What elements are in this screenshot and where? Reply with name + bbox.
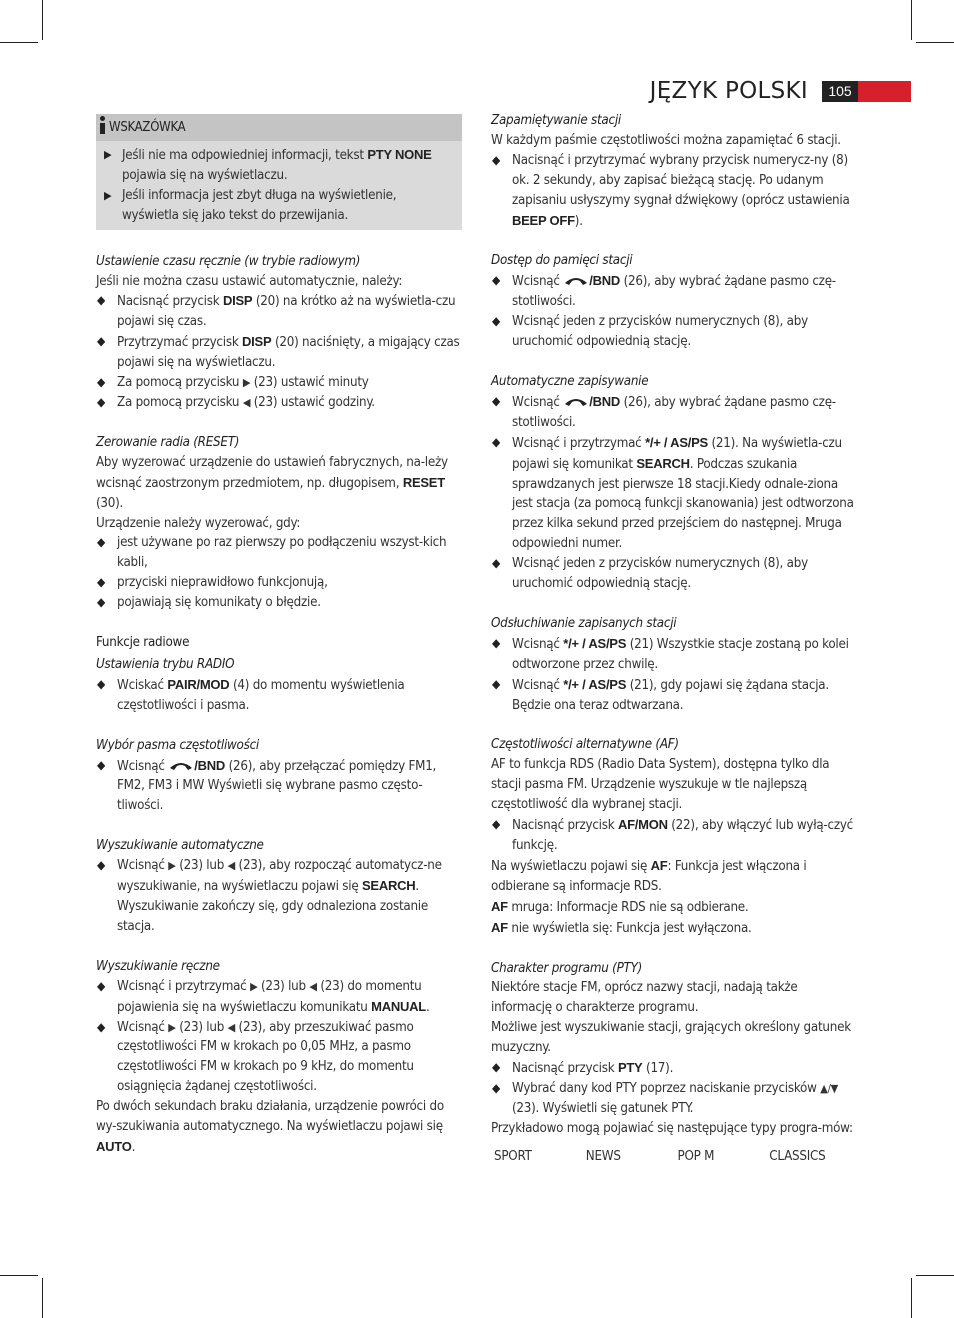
bullet-list xyxy=(96,977,462,1097)
play-right-icon: ▶ xyxy=(250,979,258,993)
play-left-icon: ◀ xyxy=(227,859,235,873)
crop-mark xyxy=(0,1275,38,1276)
phone-hangup-icon xyxy=(563,395,589,408)
list-item: ◆ Nacisnąć przycisk PTY (17). xyxy=(491,1058,861,1079)
bullet-list xyxy=(96,533,462,613)
paragraph: Po dwóch sekundach braku działania, urządzenie powróci do wy-szukiwania automatycznego. Na wyświetlaczu pojawi się AUTO. xyxy=(96,1099,444,1155)
section-heading: Ustawienie czasu ręcznie (w trybie radiowym) xyxy=(96,253,361,269)
phone-hangup-icon xyxy=(168,759,194,772)
bullet-list xyxy=(96,756,462,817)
play-left-icon: ◀ xyxy=(309,979,317,993)
paragraph: Przykładowo mogą pojawiać się następujące typy progra-mów: xyxy=(491,1120,853,1136)
list-item: ◆ Nacisnąć i przytrzymać wybrany przycisk numerycz-ny (8) ok. 2 sekundy, aby zapisać bieżącą stację. Po udanym zapisaniu usłyszymy sygnał dźwiękowy (oprócz ustawienia BEEP OFF). xyxy=(491,151,861,232)
crop-mark xyxy=(42,0,43,40)
crop-mark xyxy=(916,1275,954,1276)
play-left-icon: ◀ xyxy=(227,1020,235,1034)
crop-mark xyxy=(42,1278,43,1318)
crop-mark xyxy=(916,42,954,43)
bullet-list xyxy=(491,815,861,856)
bullet-list xyxy=(96,675,462,716)
genre-item: CLASSICS xyxy=(769,1148,826,1164)
section-heading: Dostęp do pamięci stacji xyxy=(491,253,633,269)
note-box xyxy=(96,114,462,230)
bullet-list xyxy=(96,856,462,937)
section-heading: Wybór pasma częstotliwości xyxy=(96,737,260,753)
up-down-arrows-icon: ▲/▼ xyxy=(820,1081,839,1095)
play-right-icon: ▶ xyxy=(168,859,176,873)
list-item: ◆ Nacisnąć przycisk DISP (20) na krótko aż na wyświetla-czu pojawi się czas. xyxy=(96,291,462,332)
paragraph: AF nie wyświetla się: Funkcja jest wyłączona. xyxy=(491,919,752,936)
list-item: ◆ jest używane po raz pierwszy po podłączeniu wszyst-kich kabli, xyxy=(96,533,462,573)
paragraph: AF mruga: Informacje RDS nie są odbierane. xyxy=(491,898,749,915)
list-item: ◆ Wcisnąć /BND (26), aby przełączać pomiędzy FM1, FM2, FM3 i MW Wyświetli się wybrane pasmo często-tliwości. xyxy=(96,756,462,817)
paragraph: Aby wyzerować urządzenie do ustawień fabrycznych, na-leży wcisnąć zaostrzonym przedmiotem, np. długopisem, RESET (30). xyxy=(96,454,448,511)
sub-heading: Ustawienia trybu RADIO xyxy=(96,656,235,672)
list-item: ◆ Wcisnąć jeden z przycisków numerycznych (8), aby uruchomić odpowiednią stację. xyxy=(491,312,861,352)
bullet-list xyxy=(491,271,861,352)
list-item: ◆ Za pomocą przycisku ▶ (23) ustawić minuty xyxy=(96,373,462,393)
section-heading: Częstotliwości alternatywne (AF) xyxy=(491,737,679,753)
list-item: ▶ Jeśli nie ma odpowiedniej informacji, tekst PTY NONE pojawia się na wyświetlaczu. xyxy=(96,145,454,186)
list-item: ◆ Wcisnąć jeden z przycisków numerycznych (8), aby uruchomić odpowiednią stację. xyxy=(491,554,861,594)
paragraph: AF to funkcja RDS (Radio Data System), dostępna tylko dla stacji pasma FM. Urządzenie wyszukuje w tle najlepszą częstotliwość dla wybranej stacji. xyxy=(491,757,830,813)
list-item: ◆ Wciskać PAIR/MOD (4) do momentu wyświetlenia częstotliwości i pasma. xyxy=(96,675,462,716)
list-item: ◆ Przytrzymać przycisk DISP (20) naciśnięty, a migający czas pojawi się na wyświetlaczu. xyxy=(96,332,462,373)
left-column xyxy=(96,114,462,1158)
list-item: ◆ Za pomocą przycisku ◀ (23) ustawić godziny. xyxy=(96,393,462,413)
section-heading: Automatyczne zapisywanie xyxy=(491,373,649,389)
genre-item: POP M xyxy=(677,1148,715,1164)
list-item: ◆ Wcisnąć i przytrzymać ▶ (23) lub ◀ (23) do momentu pojawienia się na wyświetlaczu komunikatu MANUAL. xyxy=(96,977,462,1018)
crop-mark xyxy=(911,1278,912,1318)
list-item: ◆ Wcisnąć ▶ (23) lub ◀ (23), aby rozpocząć automatycz-ne wyszukiwanie, na wyświetlaczu pojawi się SEARCH. Wyszukiwanie zakończy się, gdy odnaleziona zostanie stacja. xyxy=(96,856,462,937)
note-title: WSKAZÓWKA xyxy=(109,120,186,135)
play-left-icon: ◀ xyxy=(242,395,251,409)
paragraph: Jeśli nie można czasu ustawić automatycznie, należy: xyxy=(96,273,403,289)
list-item: ▶ Jeśli informacja jest zbyt długa na wyświetlenie, wyświetla się jako tekst do przewijania. xyxy=(96,186,454,226)
bullet-list xyxy=(491,1058,861,1119)
paragraph: Możliwe jest wyszukiwanie stacji, grających określony gatunek muzyczny. xyxy=(491,1020,851,1056)
genre-item: NEWS xyxy=(585,1148,621,1164)
list-item: ◆ Nacisnąć przycisk AF/MON (22), aby włączyć lub wyłą-czyć funkcję. xyxy=(491,815,861,856)
info-icon xyxy=(98,116,106,134)
list-item: ◆ Wcisnąć /BND (26), aby wybrać żądane pasmo czę-stotliwości. xyxy=(491,271,861,312)
section-heading: Charakter programu (PTY) xyxy=(491,960,643,976)
section-heading: Zapamiętywanie stacji xyxy=(491,113,621,128)
bullet-list xyxy=(96,291,462,412)
crop-mark xyxy=(0,42,38,43)
bullet-list xyxy=(491,634,861,716)
list-item: ◆ Wcisnąć */+ / AS/PS (21), gdy pojawi się żądana stacja. Będzie ona teraz odtwarzana. xyxy=(491,675,861,716)
note-header xyxy=(96,114,462,141)
crop-mark xyxy=(911,0,912,40)
section-heading: Wyszukiwanie automatyczne xyxy=(96,838,264,854)
paragraph: W każdym paśmie częstotliwości można zapamiętać 6 stacji. xyxy=(491,132,841,148)
right-column xyxy=(491,111,861,1167)
list-item: ◆ Wcisnąć ▶ (23) lub ◀ (23), aby przeszukiwać pasmo częstotliwości FM w krokach po 0,05 MHz, a pasmo częstotliwości FM w krokach po 9 kHz, do momentu osiągnięcia żądanej częstotliwości. xyxy=(96,1018,462,1098)
paragraph: Urządzenie należy wyzerować, gdy: xyxy=(96,515,301,531)
phone-hangup-icon xyxy=(563,274,589,287)
list-item: ◆ pojawiają się komunikaty o błędzie. xyxy=(96,593,462,613)
note-list xyxy=(96,141,462,228)
section-heading: Zerowanie radia (RESET) xyxy=(96,434,240,450)
section-heading: Odsłuchiwanie zapisanych stacji xyxy=(491,615,677,631)
genre-item: SPORT xyxy=(494,1148,532,1164)
list-item: ◆ przyciski nieprawidłowo funkcjonują, xyxy=(96,573,462,593)
section-heading: Funkcje radiowe xyxy=(96,635,190,651)
section-heading: Wyszukiwanie ręczne xyxy=(96,958,220,974)
bullet-list xyxy=(491,151,861,232)
bullet-list xyxy=(491,392,861,594)
list-item: ◆ Wcisnąć i przytrzymać */+ / AS/PS (21). Na wyświetla-czu pojawi się komunikat SEARCH. Podczas szukania sprawdzanych jest pierwsze 18 stacji.Kiedy odnale-ziona jest stacja (za pomocą funkcji skanowania) jest odtworzona przez kilka sekund przed przejściem do następnej. Mruga odpowiedni numer. xyxy=(491,433,861,554)
play-right-icon: ▶ xyxy=(242,376,251,390)
page-number: 105 xyxy=(822,81,858,102)
list-item: ◆ Wcisnąć /BND (26), aby wybrać żądane pasmo czę-stotliwości. xyxy=(491,392,861,433)
paragraph: Na wyświetlaczu pojawi się AF: Funkcja jest włączona i odbierane są informacje RDS. xyxy=(491,857,807,894)
page-language-title: JĘZYK POLSKI xyxy=(649,78,808,104)
play-right-icon: ▶ xyxy=(168,1020,176,1034)
list-item: ◆ Wcisnąć */+ / AS/PS (21) Wszystkie stacje zostaną po kolei odtworzone przez chwilę. xyxy=(491,634,861,675)
paragraph: Niektóre stacje FM, oprócz nazwy stacji, nadają także informację o charakterze programu. xyxy=(491,980,798,1016)
list-item: ◆ Wybrać dany kod PTY poprzez naciskanie przycisków ▲/▼ (23). Wyświetli się gatunek PTY. xyxy=(491,1079,861,1119)
pty-genre-list xyxy=(491,1147,861,1167)
header-accent-bar xyxy=(858,81,911,102)
